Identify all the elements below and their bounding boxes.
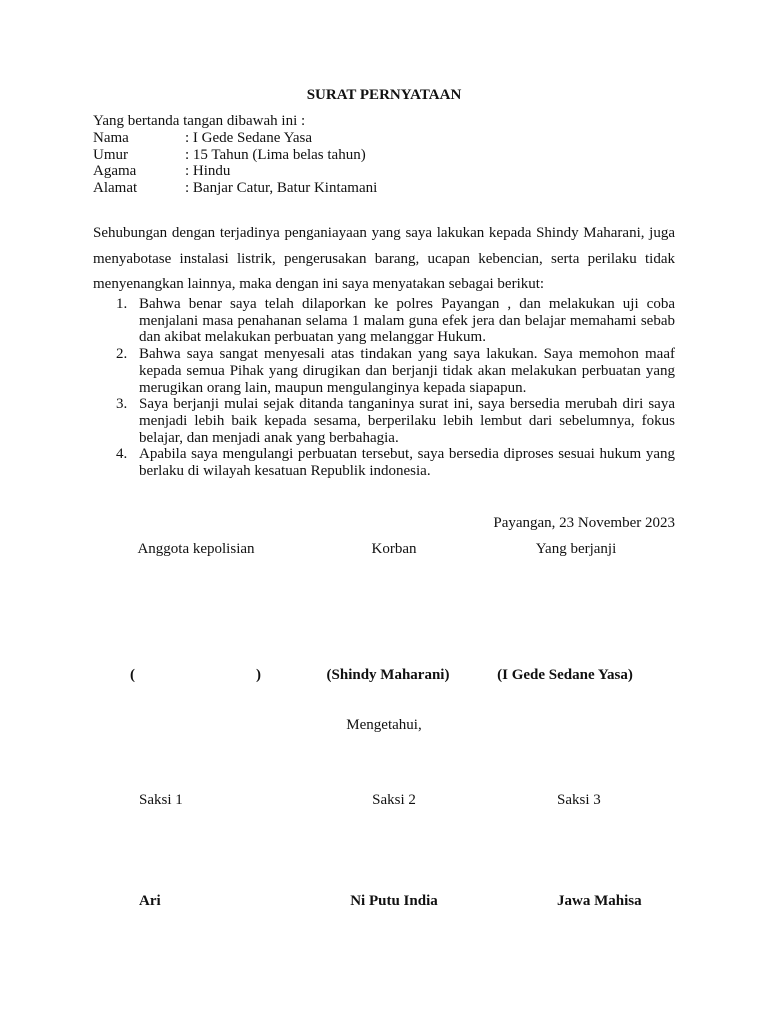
witness-1-role: Saksi 1 [139,792,183,808]
place-date: Payangan, 23 November 2023 [493,515,675,531]
statement-list [93,296,675,480]
list-item-text: Apabila saya mengulangi perbuatan tersebut, saya bersedia diproses sesuai hukum yang berlaku di wilayah kesatuan Republik indonesia. [139,446,675,480]
field-value-agama: : Hindu [185,163,231,179]
field-label-umur: Umur [93,147,128,163]
police-name-open-paren: ( [130,667,135,683]
victim-name: (Shindy Maharani) [326,667,450,683]
statement-paragraph: Sehubungan dengan terjadinya penganiayaan yang saya lakukan kepada Shindy Maharani, juga menyabotase instalasi listrik, pengerusakan barang, ucapan kebencian, serta perilaku tidak menyenangkan lainnya, maka dengan ini saya menyatakan sebagai berikut: [93,225,675,292]
field-label-agama: Agama [93,163,137,179]
police-role-label: Anggota kepolisian [137,541,255,557]
promiser-role-label: Yang berjanji [535,541,617,557]
list-item-text: Bahwa benar saya telah dilaporkan ke polres Payangan , dan melakukan uji coba menjalani masa penahanan selama 1 malam guna efek jera dan belajar memahami sebab dan akibat melakukan perbuatan yang melanggar Hukum. [139,296,675,346]
police-name-close-paren: ) [256,667,261,683]
witness-2-name: Ni Putu India [350,893,438,909]
list-item-number: 3. [116,396,128,413]
field-label-nama: Nama [93,130,129,146]
list-item [93,396,675,446]
list-item [93,346,675,396]
list-item-number: 2. [116,346,128,363]
list-item [93,296,675,346]
field-label-alamat: Alamat [93,180,138,196]
field-value-nama: : I Gede Sedane Yasa [185,130,313,146]
witness-3-role: Saksi 3 [557,792,601,808]
acknowledged-label: Mengetahui, [346,717,422,733]
list-item-number: 1. [116,296,128,312]
witness-3-name: Jawa Mahisa [557,893,642,909]
promiser-name: (I Gede Sedane Yasa) [497,667,633,683]
witness-2-role: Saksi 2 [372,792,416,808]
document-title: SURAT PERNYATAAN [306,87,462,103]
list-item-text: Saya berjanji mulai sejak ditanda tanganinya surat ini, saya bersedia merubah diri saya menjadi lebih baik kepada sesama, berperilaku lebih lembut dari sebelumnya, fokus belajar, dan menjadi anak yang berbahagia. [139,396,675,446]
field-value-umur: : 15 Tahun (Lima belas tahun) [185,147,366,163]
victim-role-label: Korban [371,541,417,557]
list-item [93,446,675,479]
field-value-alamat: : Banjar Catur, Batur Kintamani [185,180,378,196]
list-item-text: Bahwa saya sangat menyesali atas tindakan yang saya lakukan. Saya memohon maaf kepada semua Pihak yang dirugikan dan berjanji tidak akan melakukan perbuatan yang merugikan orang lain, maupun mengulanginya kepada siapapun. [139,346,675,396]
witness-1-name: Ari [139,893,161,909]
list-item-number: 4. [116,446,128,463]
intro-line: Yang bertanda tangan dibawah ini : [93,113,306,129]
